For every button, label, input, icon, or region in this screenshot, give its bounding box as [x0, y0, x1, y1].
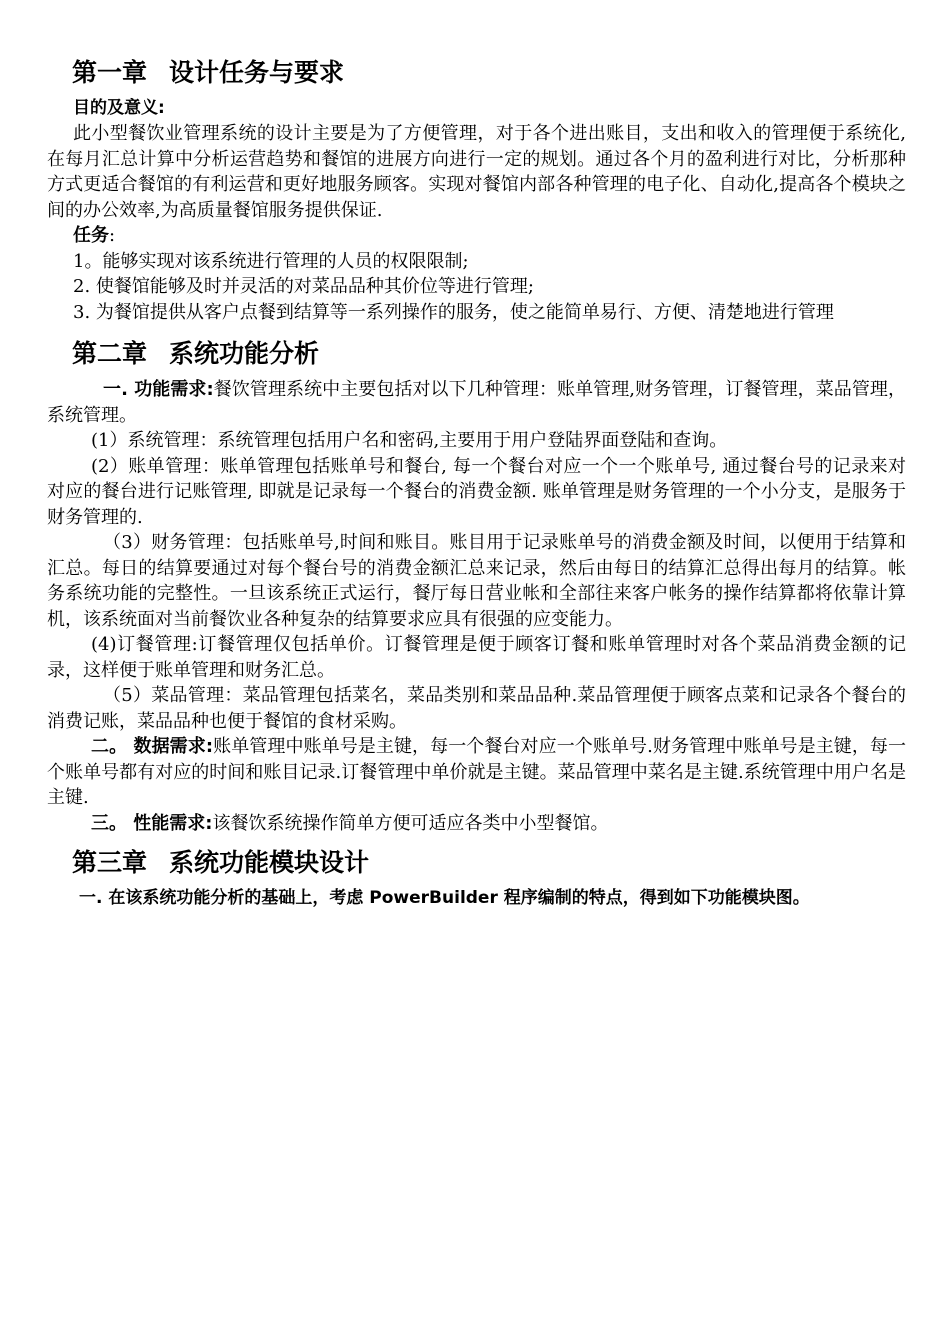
module-design-intro: 一. 在该系统功能分析的基础上，考虑 PowerBuilder 程序编制的特点，得到如下功能模块图。 [79, 888, 810, 908]
bill-management-item: (2）账单管理：账单管理包括账单号和餐台, 每一个餐台对应一个一个账单号, 通过餐台号的记录来对对应的餐台进行记账管理, 即就是记录每一个餐台的消费金额. 账单管理是财务管理的一个小分支，是服务于财务管理的. [47, 455, 906, 528]
task-label: 任务 [73, 225, 109, 246]
chapter-2-number: 第二章 [72, 339, 148, 368]
chapter-1-number: 第一章 [72, 58, 148, 87]
system-management-item: (1）系统管理：系统管理包括用户名和密码,主要用于用户登陆界面登陆和查询。 [91, 430, 728, 451]
function-requirement-text: 餐饮管理系统中主要包括对以下几种管理：账单管理,财务管理，订餐管理，菜品管理，系统管理。 [47, 379, 906, 426]
order-management-item: (4)订餐管理:订餐管理仅包括单价。订餐管理是便于顾客订餐和账单管理时对各个菜品消费金额的记录，这样便于账单管理和财务汇总。 [47, 634, 906, 681]
chapter-2-heading [72, 337, 906, 371]
performance-requirement-text: 该餐饮系统操作简单方便可适应各类中小型餐馆。 [212, 812, 609, 834]
data-requirement-label: 二。 数据需求: [91, 736, 214, 757]
chapter-1-heading [72, 56, 906, 90]
chapter-2-title: 系统功能分析 [169, 339, 320, 368]
function-requirement-label: 一. 功能需求: [103, 379, 214, 400]
task-item-2: 2. 使餐馆能够及时并灵活的对菜品品种其价位等进行管理; [73, 276, 534, 297]
purpose-label: 目的及意义: [73, 98, 165, 118]
chapter-3-title: 系统功能模块设计 [169, 848, 370, 877]
purpose-paragraph: 此小型餐饮业管理系统的设计主要是为了方便管理，对于各个进出账目，支出和收入的管理便于系统化,在每月汇总计算中分析运营趋势和餐馆的进展方向进行一定的规划。通过各个月的盈利进行对比，分析那种方式更适合餐馆的有利运营和更好地服务顾客。实现对餐馆内部各种管理的电子化、自动化,提高各个模块之间的办公效率,为高质量餐馆服务提供保证. [47, 123, 906, 221]
performance-requirement-label: 三。 性能需求: [91, 812, 213, 834]
finance-management-item: （3）财务管理：包括账单号,时间和账目。账目用于记录账单号的消费金额及时间，以便用于结算和汇总。每日的结算要通过对每个餐台号的消费金额汇总来记录，然后由每日的结算汇总得出每月的结算。帐务系统功能的完整性。一旦该系统正式运行，餐厅每日营业帐和全部往来客户帐务的操作结算都将依靠计算机，该系统面对当前餐饮业各种复杂的结算要求应具有很强的应变能力。 [47, 532, 906, 630]
performance-requirement-paragraph [47, 811, 906, 837]
data-requirement-text: 账单管理中账单号是主键，每一个餐台对应一个账单号.财务管理中账单号是主键，每一个账单号都有对应的时间和账目记录.订餐管理中单价就是主键。菜品管理中菜名是主键.系统管理中用户名是主键. [47, 736, 906, 808]
chapter-3-heading [72, 846, 906, 880]
task-colon: : [109, 225, 116, 246]
task-heading [73, 223, 906, 249]
data-requirement-paragraph [47, 734, 906, 811]
task-item-3: 3. 为餐馆提供从客户点餐到结算等一系列操作的服务，使之能简单易行、方便、清楚地进行管理 [73, 301, 834, 323]
chapter-3-number: 第三章 [72, 848, 148, 877]
task-item-1: 1。能够实现对该系统进行管理的人员的权限限制; [73, 250, 469, 272]
dish-management-item: （5）菜品管理：菜品管理包括菜名，菜品类别和菜品品种.菜品管理便于顾客点菜和记录各个餐台的消费记账，菜品品种也便于餐馆的食材采购。 [47, 685, 906, 732]
chapter-1-title: 设计任务与要求 [169, 58, 345, 87]
function-requirement-paragraph [47, 377, 906, 428]
